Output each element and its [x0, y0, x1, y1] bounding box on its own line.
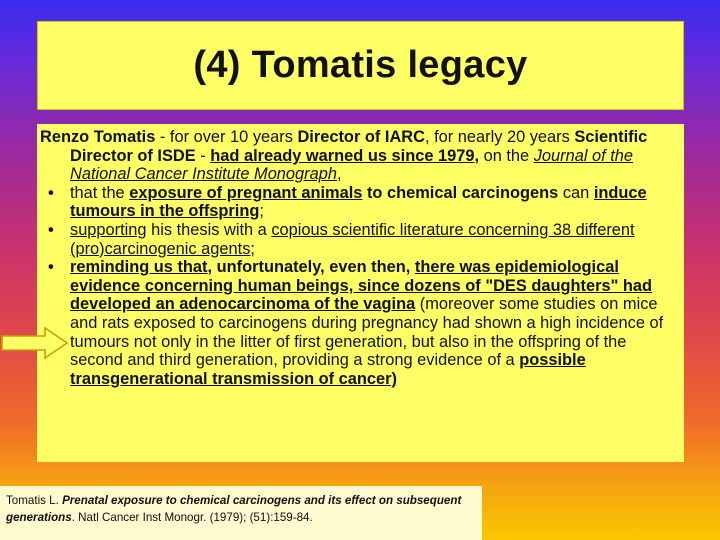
pregnant-animals-text: exposure of pregnant animals [129, 183, 363, 202]
bullet-list [40, 184, 680, 389]
article-title: Prenatal exposure to chemical carcinogens and its effect on subsequent generations [6, 494, 462, 524]
literature-text: copious scientific literature concerning 38 different (pro)carcinogenic agents [70, 220, 635, 258]
citation-footnote: Tomatis L. Prenatal exposure to chemical carcinogens and its effect on subsequent generations. Natl Cancer Inst Monogr. (1979); (51):159-84. [0, 486, 482, 540]
reminding-text: reminding us that [70, 258, 208, 277]
list-item: • supporting his thesis with a copious scientific literature concerning 38 different (pro)carcinogenic agents; [48, 220, 635, 258]
role-isde: Scientific Director of ISDE [70, 128, 648, 165]
content-panel [37, 124, 684, 462]
title-panel [37, 21, 684, 110]
intro-paragraph: Renzo Tomatis - for over 10 years Director of IARC, for nearly 20 years Scientific Director of ISDE - had already warned us since 1979, on the Journal of the National Cancer Institute Monograph, [40, 128, 648, 184]
arrow-right-icon [1, 326, 69, 360]
role-iarc: Director of IARC [297, 128, 425, 146]
bullet-icon: • [48, 220, 54, 239]
epidemiological-evidence-text: there was epidemiological evidence concerning human beings, since dozens of "DES daughters" had developed an adenocarcinoma of the vagina [70, 258, 653, 314]
journal-name: Journal of the National Cancer Institute Monograph [70, 146, 634, 184]
list-item: • reminding us that, unfortunately, even then, there was epidemiological evidence concerning human beings, since dozens of "DES daughters" had developed an adenocarcinoma of the vagina (moreover some studies on mice and rats exposed to carcinogens during pregnancy had shown a high incidence of tumours not only in the litter of first generation, but also in the offspring of the second and third generation, providing a strong evidence of a possible transgenerational transmission of cancer) [48, 258, 664, 388]
warned-since-text: had already warned us since 1979, [210, 146, 480, 165]
bullet-icon: • [48, 258, 54, 277]
supporting-text: supporting [70, 220, 147, 239]
slide-title: (4) Tomatis legacy [193, 44, 528, 86]
offspring-tumours-text: induce tumours in the offspring [70, 183, 647, 221]
list-item: • that the exposure of pregnant animals to chemical carcinogens can induce tumours in the offspring; [48, 183, 647, 221]
transgenerational-text: possible transgenerational transmission of cancer) [70, 351, 586, 388]
bullet-icon: • [48, 183, 54, 202]
person-name: Renzo Tomatis [40, 128, 156, 146]
